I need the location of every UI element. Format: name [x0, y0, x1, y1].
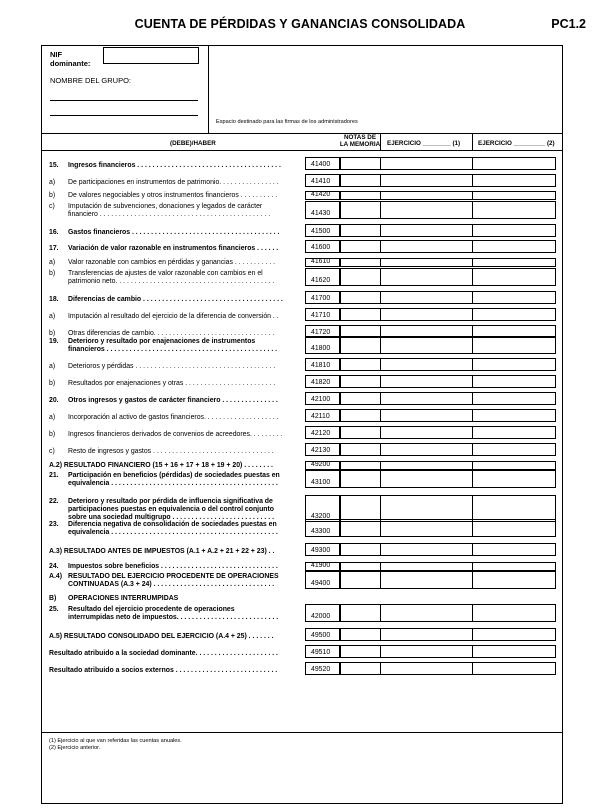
row-code: 49300 [311, 547, 331, 554]
row-code: 43300 [311, 528, 331, 535]
ejercicio-2-input[interactable] [472, 645, 556, 658]
row-label: Ingresos financieros . . . . . . . . . . . . . . . . . . . . . . . . . . . . . . . . . . . . . . [68, 162, 281, 169]
code-cell [305, 308, 340, 321]
row-number: a) [49, 259, 56, 266]
row-number: 19. [49, 338, 59, 345]
table-row [0, 495, 600, 522]
row-code: 41430 [311, 210, 331, 217]
ejercicio-2-input[interactable] [472, 224, 556, 237]
notas-input[interactable] [340, 224, 381, 237]
table-row [0, 268, 600, 286]
row-label: Imputación al resultado del ejercicio de la diferencia de conversión . . [68, 313, 279, 320]
ejercicio-2-input[interactable] [472, 495, 556, 522]
row-label: Ingresos financieros derivados de convenios de acreedores. . . . . . . . . [68, 431, 283, 438]
row-code: 41400 [311, 161, 331, 168]
ejercicio-1-input[interactable] [380, 562, 473, 571]
row-number: b) [49, 431, 56, 438]
row-number: 17. [49, 245, 59, 252]
code-cell [305, 543, 340, 556]
notas-input[interactable] [340, 461, 381, 470]
table-row [0, 628, 600, 641]
notas-input[interactable] [340, 291, 381, 304]
code-cell [305, 157, 340, 170]
notas-input[interactable] [340, 409, 381, 422]
row-label: Resto de ingresos y gastos . . . . . . . . . . . . . . . . . . . . . . . . . . . . . . . . [68, 448, 274, 455]
ejercicio-1-input[interactable] [380, 258, 473, 267]
row-number: 23. [49, 521, 59, 528]
code-cell [305, 495, 340, 522]
row-code: 42100 [311, 396, 331, 403]
ejercicio-1-input[interactable] [380, 201, 473, 219]
nif-label: NIF dominante: [50, 50, 91, 68]
ejercicio-2-input[interactable] [472, 157, 556, 170]
code-cell [305, 461, 340, 470]
notas-input[interactable] [340, 191, 381, 200]
table-row [0, 258, 600, 267]
code-cell [305, 571, 340, 589]
ejercicio-1-input[interactable] [380, 291, 473, 304]
footnote-2: (2) Ejercicio anterior. [49, 745, 101, 751]
ejercicio-2-input[interactable] [472, 258, 556, 267]
table-row [0, 645, 600, 658]
ejercicio-1-input[interactable] [380, 461, 473, 470]
code-cell [305, 628, 340, 641]
ejercicio-1-input[interactable] [380, 426, 473, 439]
row-number: 15. [49, 162, 59, 169]
ejercicio-2-input[interactable] [472, 628, 556, 641]
notas-input[interactable] [340, 392, 381, 405]
row-number: b) [49, 380, 56, 387]
page-title: CUENTA DE PÉRDIDAS Y GANANCIAS CONSOLIDADA [134, 17, 466, 31]
notas-input[interactable] [340, 201, 381, 219]
row-code: 41800 [311, 345, 331, 352]
code-cell [305, 174, 340, 187]
row-label: RESULTADO DEL EJERCICIO PROCEDENTE DE OPERACIONES CONTINUADAS (A.3 + 24) . . . . . . . . . . . . . . . . . . . . . . . . . . . . . . . . [68, 573, 279, 588]
row-label: A.2) RESULTADO FINANCIERO (15 + 16 + 17 + 18 + 19 + 20) . . . . . . . . [49, 462, 273, 469]
row-code: 42000 [311, 613, 331, 620]
notas-input[interactable] [340, 443, 381, 456]
row-label: Valor razonable con cambios en pérdidas y ganancias . . . . . . . . . . . [68, 259, 276, 266]
ejercicio-2-input[interactable] [472, 375, 556, 388]
ejercicio-1-input[interactable] [380, 495, 473, 522]
table-row [0, 470, 600, 488]
notas-input[interactable] [340, 174, 381, 187]
ejercicio-2-input[interactable] [472, 443, 556, 456]
table-row [0, 157, 600, 170]
id-block-divider [208, 45, 209, 134]
row-code: 43200 [311, 513, 331, 520]
table-row [0, 426, 600, 439]
row-number: a) [49, 313, 56, 320]
code-cell [305, 443, 340, 456]
row-number: 18. [49, 296, 59, 303]
ejercicio-2-input[interactable] [472, 291, 556, 304]
col-sep-2 [472, 134, 473, 150]
ejercicio-1-input[interactable] [380, 392, 473, 405]
table-row [0, 336, 600, 354]
notas-input[interactable] [340, 543, 381, 556]
row-code: 49200 [311, 461, 331, 468]
ejercicio-2-input[interactable] [472, 662, 556, 675]
code-cell [305, 291, 340, 304]
row-code: 42130 [311, 447, 331, 454]
ejercicio-2-input[interactable] [472, 543, 556, 556]
ejercicio-2-input[interactable] [472, 461, 556, 470]
row-code: 42110 [311, 413, 330, 420]
table-row [0, 240, 600, 253]
table-row [0, 594, 600, 603]
code-cell [305, 645, 340, 658]
ejercicio-2-input[interactable] [472, 562, 556, 571]
row-number: 24. [49, 563, 59, 570]
row-number: a) [49, 414, 56, 421]
row-code: 49510 [311, 649, 331, 656]
code-cell [305, 224, 340, 237]
ejercicio-2-input[interactable] [472, 519, 556, 537]
ejercicio-1-input[interactable] [380, 662, 473, 675]
row-code: 41810 [311, 362, 331, 369]
ejercicio-2-input[interactable] [472, 174, 556, 187]
code-cell [305, 662, 340, 675]
row-code: 41420 [311, 191, 331, 198]
ejercicio-1-input[interactable] [380, 157, 473, 170]
row-label: Impuestos sobre beneficios . . . . . . . . . . . . . . . . . . . . . . . . . . . . . . . [68, 563, 278, 570]
ejercicio-1-input[interactable] [380, 336, 473, 354]
notas-input[interactable] [340, 358, 381, 371]
row-label: Otros ingresos y gastos de carácter financiero . . . . . . . . . . . . . . . [68, 397, 278, 404]
code-cell [305, 268, 340, 286]
code-cell [305, 336, 340, 354]
notas-input[interactable] [340, 375, 381, 388]
ejercicio-2-input[interactable] [472, 201, 556, 219]
table-row [0, 409, 600, 422]
table-row [0, 443, 600, 456]
code-cell [305, 392, 340, 405]
table-row [0, 174, 600, 187]
nif-field[interactable] [103, 47, 199, 64]
ejercicio-2-input[interactable] [472, 426, 556, 439]
row-label: Deterioro y resultado por pérdida de influencia significativa de participaciones puestas en equivalencia o del control conjunto sobre una sociedad multigrupo . . . . . . . . . . . . . . . . . . . . . . . . . . . [68, 498, 274, 521]
row-label: OPERACIONES INTERRUMPIDAS [68, 595, 179, 602]
row-code: 41710 [311, 312, 331, 319]
ejercicio-2-input[interactable] [472, 604, 556, 622]
notas-input[interactable] [340, 336, 381, 354]
row-number: b) [49, 330, 56, 337]
ejercicio-1-input[interactable] [380, 308, 473, 321]
form-code: PC1.2 [551, 17, 586, 31]
col-sep-1 [380, 134, 381, 150]
notas-input[interactable] [340, 240, 381, 253]
firmas-note: Espacio destinado para las firmas de los administradores [216, 119, 358, 125]
row-label: A.3) RESULTADO ANTES DE IMPUESTOS (A.1 + A.2 + 21 + 22 + 23) . . [49, 548, 275, 555]
code-cell [305, 426, 340, 439]
notas-input[interactable] [340, 426, 381, 439]
row-label: Otras diferencias de cambio. . . . . . . . . . . . . . . . . . . . . . . . . . . . . . . . [68, 330, 275, 337]
table-row [0, 308, 600, 321]
row-code: 49400 [311, 580, 331, 587]
row-number: 20. [49, 397, 59, 404]
ejercicio-1-input[interactable] [380, 519, 473, 537]
row-number: 16. [49, 229, 59, 236]
row-number: b) [49, 192, 56, 199]
ejercicio-1-input[interactable] [380, 443, 473, 456]
code-cell [305, 562, 340, 571]
notas-input[interactable] [340, 268, 381, 286]
row-label: Resultado atribuido a la sociedad dominante. . . . . . . . . . . . . . . . . . . . . . [49, 650, 278, 657]
ejercicio-2-input[interactable] [472, 308, 556, 321]
row-number: a) [49, 363, 56, 370]
row-label: Diferencias de cambio . . . . . . . . . . . . . . . . . . . . . . . . . . . . . . . . . . . . . [68, 296, 283, 303]
table-row [0, 392, 600, 405]
ejercicio-1-input[interactable] [380, 358, 473, 371]
ejercicio-2-input[interactable] [472, 240, 556, 253]
ejercicio-1-input[interactable] [380, 224, 473, 237]
code-cell [305, 191, 340, 200]
notas-input[interactable] [340, 571, 381, 589]
ejercicio-1-input[interactable] [380, 191, 473, 200]
row-code: 41410 [311, 178, 331, 185]
col-ejercicio-2: EJERCICIO _________ (2) [478, 140, 555, 147]
ejercicio-1-input[interactable] [380, 571, 473, 589]
row-number: a) [49, 179, 56, 186]
row-code: 41720 [311, 329, 331, 336]
notas-input[interactable] [340, 662, 381, 675]
notas-input[interactable] [340, 562, 381, 571]
col-ejercicio-1: EJERCICIO ________ (1) [387, 140, 461, 147]
ejercicio-1-input[interactable] [380, 268, 473, 286]
table-row [0, 191, 600, 200]
ejercicio-2-input[interactable] [472, 268, 556, 286]
row-code: 41500 [311, 228, 331, 235]
ejercicio-2-input[interactable] [472, 470, 556, 488]
row-code: 41900 [311, 562, 331, 569]
notas-input[interactable] [340, 308, 381, 321]
code-cell [305, 240, 340, 253]
row-label: Resultados por enajenaciones y otras . . . . . . . . . . . . . . . . . . . . . . . . [68, 380, 276, 387]
row-number: 21. [49, 472, 59, 479]
notas-input[interactable] [340, 470, 381, 488]
row-label: Incorporación al activo de gastos financieros. . . . . . . . . . . . . . . . . . . . [68, 414, 279, 421]
ejercicio-1-input[interactable] [380, 240, 473, 253]
row-code: 41820 [311, 379, 331, 386]
row-label: Gastos financieros . . . . . . . . . . . . . . . . . . . . . . . . . . . . . . . . . . . . . . . [68, 229, 280, 236]
code-cell [305, 409, 340, 422]
ejercicio-2-input[interactable] [472, 191, 556, 200]
ejercicio-1-input[interactable] [380, 645, 473, 658]
row-code: 41700 [311, 295, 331, 302]
table-row [0, 461, 600, 470]
row-label: Imputación de subvenciones, donaciones y legados de carácter financiero . . . . . . . . . . . . . . . . . . . . . . . . . . . . . . . . . . . . . . . . . . . . . [68, 203, 271, 218]
table-row [0, 604, 600, 622]
col-notas: NOTAS DE LA MEMORIA [339, 134, 381, 148]
table-row [0, 358, 600, 371]
row-label: A.5) RESULTADO CONSOLIDADO DEL EJERCICIO (A.4 + 25) . . . . . . . [49, 633, 274, 640]
table-row [0, 571, 600, 589]
row-code: 41620 [311, 277, 331, 284]
table-row [0, 224, 600, 237]
ejercicio-1-input[interactable] [380, 409, 473, 422]
ejercicio-2-input[interactable] [472, 392, 556, 405]
row-code: 49500 [311, 632, 331, 639]
row-code: 41610 [311, 258, 331, 265]
row-code: 41600 [311, 244, 331, 251]
footnote-rule [41, 732, 563, 733]
ejercicio-2-input[interactable] [472, 336, 556, 354]
row-number: 22. [49, 498, 59, 505]
row-label: Transferencias de ajustes de valor razonable con cambios en el patrimonio neto. . . . . . . . . . . . . . . . . . . . . . . . . . . . . . . . . . . . . . . . . . [68, 270, 275, 285]
code-cell [305, 201, 340, 219]
ejercicio-1-input[interactable] [380, 628, 473, 641]
code-cell [305, 258, 340, 267]
code-cell [305, 604, 340, 622]
notas-input[interactable] [340, 495, 381, 522]
row-label: Resultado atribuido a socios externos . . . . . . . . . . . . . . . . . . . . . . . . . . . [49, 667, 278, 674]
ejercicio-2-input[interactable] [472, 409, 556, 422]
row-number: B) [49, 595, 57, 602]
notas-input[interactable] [340, 628, 381, 641]
table-row [0, 543, 600, 556]
ejercicio-1-input[interactable] [380, 604, 473, 622]
code-cell [305, 358, 340, 371]
code-cell [305, 375, 340, 388]
col-debe-haber: (DEBE)/HABER [170, 140, 216, 147]
row-label: Diferencia negativa de consolidación de sociedades puestas en equivalencia . . . . . . . . . . . . . . . . . . . . . . . . . . . . . . . . . . . . . . . . . . . . [68, 521, 278, 536]
notas-input[interactable] [340, 645, 381, 658]
grupo-line-2[interactable] [50, 115, 198, 116]
ejercicio-1-input[interactable] [380, 543, 473, 556]
row-code: 42120 [311, 430, 331, 437]
table-row [0, 662, 600, 675]
row-code: 49520 [311, 666, 331, 673]
ejercicio-1-input[interactable] [380, 174, 473, 187]
row-label: Deterioro y resultado por enajenaciones de instrumentos financieros . . . . . . . . . . . . . . . . . . . . . . . . . . . . . . . . . . . . . . . . . . . . . [68, 338, 278, 353]
row-label: De participaciones en instrumentos de patrimonio. . . . . . . . . . . . . . . . [68, 179, 279, 186]
notas-input[interactable] [340, 604, 381, 622]
ejercicio-1-input[interactable] [380, 375, 473, 388]
notas-input[interactable] [340, 519, 381, 537]
row-number: c) [49, 203, 55, 210]
ejercicio-2-input[interactable] [472, 571, 556, 589]
table-row [0, 291, 600, 304]
grupo-line-1[interactable] [50, 100, 198, 101]
row-label: De valores negociables y otros instrumentos financieros . . . . . . . . . . [68, 192, 278, 199]
code-cell [305, 519, 340, 537]
notas-input[interactable] [340, 157, 381, 170]
ejercicio-1-input[interactable] [380, 470, 473, 488]
table-row [0, 201, 600, 219]
row-number: b) [49, 270, 56, 277]
grupo-label: NOMBRE DEL GRUPO: [50, 76, 131, 85]
ejercicio-2-input[interactable] [472, 358, 556, 371]
row-label: Participación en beneficios (pérdidas) de sociedades puestas en equivalencia . . . . . . . . . . . . . . . . . . . . . . . . . . . . . . . . . . . . . . . . . . . . [68, 472, 280, 487]
row-label: Variación de valor razonable en instrumentos financieros . . . . . . [68, 245, 279, 252]
row-number: c) [49, 448, 55, 455]
table-row [0, 519, 600, 537]
row-code: 43100 [311, 479, 331, 486]
header-rule [41, 150, 563, 151]
table-row [0, 375, 600, 388]
code-cell [305, 470, 340, 488]
footnote-1: (1) Ejercicio al que van referidas las cuentas anuales. [49, 738, 182, 744]
row-number: 25. [49, 606, 59, 613]
notas-input[interactable] [340, 258, 381, 267]
row-label: Resultado del ejercicio procedente de operaciones interrumpidas neto de impuestos. . . . . . . . . . . . . . . . . . . . . . . . . . . [68, 606, 279, 621]
row-label: Deterioros y pérdidas . . . . . . . . . . . . . . . . . . . . . . . . . . . . . . . . . . . . . [68, 363, 276, 370]
table-row [0, 562, 600, 571]
row-number: A.4) [49, 573, 63, 580]
